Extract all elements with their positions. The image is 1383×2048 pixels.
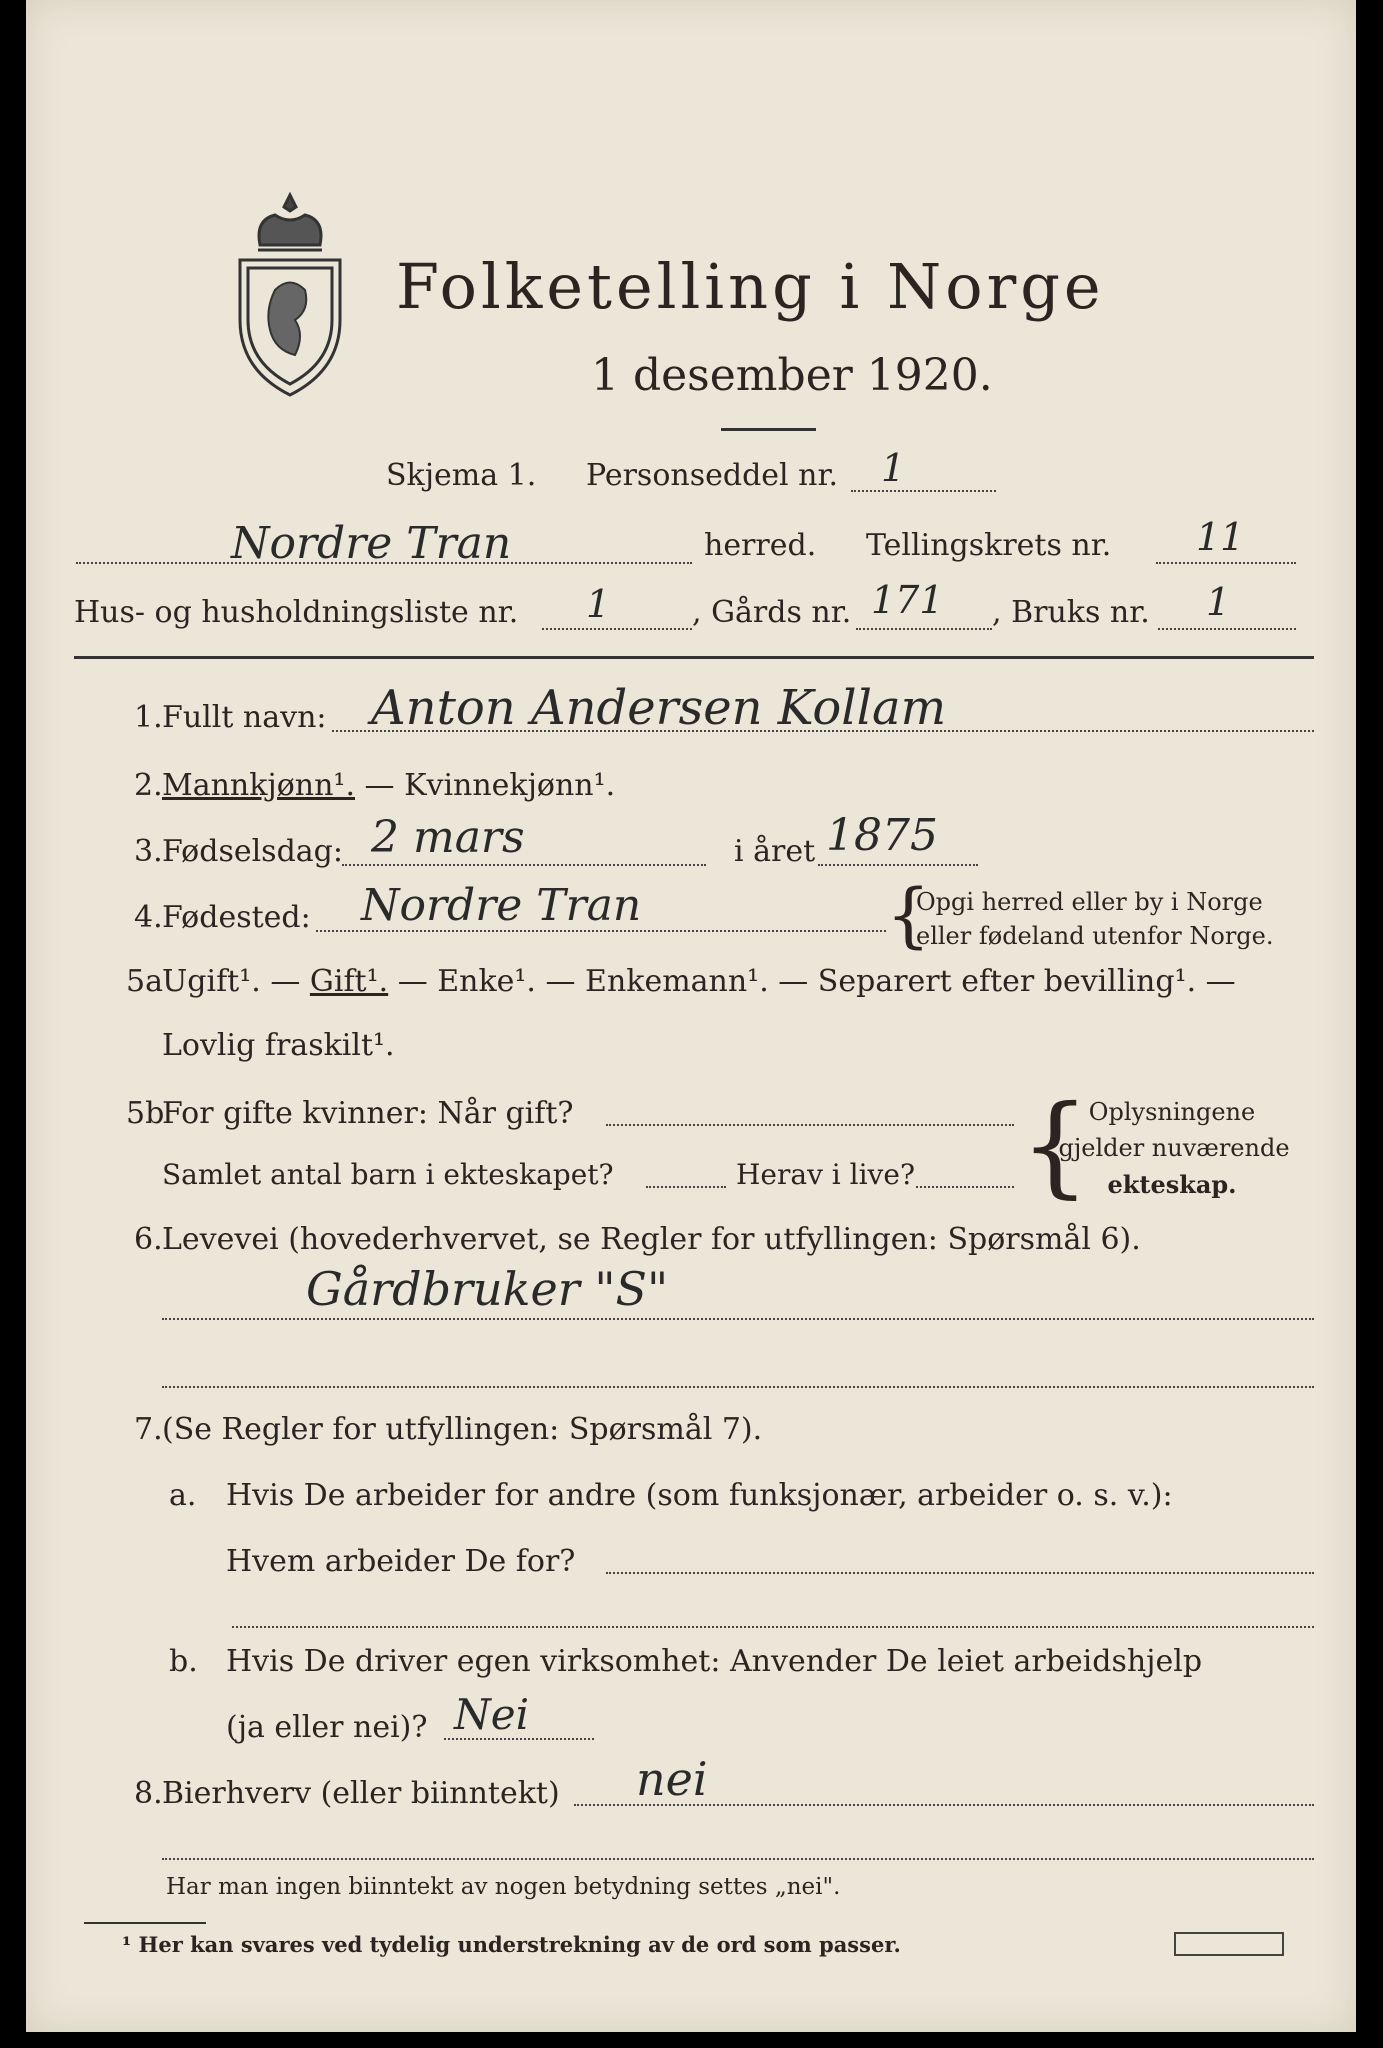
- q6-label: Levevei (hovederhvervet, se Regler for utfyllingen: Spørsmål 6).: [162, 1222, 1141, 1257]
- coat-of-arms-icon: [230, 190, 350, 400]
- skjema-label: Skjema 1.: [386, 458, 537, 493]
- q7a-employer-dotline: [606, 1572, 1314, 1574]
- q4-note-line1: Opgi herred eller by i Norge: [916, 888, 1263, 916]
- q2-separator: —: [355, 768, 405, 803]
- q1-label: Fullt navn:: [162, 700, 327, 735]
- q7a-label: Hvis De arbeider for andre (som funksjonær, arbeider o. s. v.):: [226, 1478, 1173, 1513]
- q4-note-brace: {: [886, 874, 931, 956]
- q8-extra-dotline: [162, 1858, 1314, 1860]
- q5b-number: 5b: [126, 1096, 165, 1131]
- footnote-rule: [84, 1922, 206, 1924]
- title-divider: [721, 428, 816, 431]
- gards-dotline: [856, 628, 992, 630]
- q7b-value: Nei: [454, 1690, 530, 1739]
- hus-label: Hus- og husholdningsliste nr.: [74, 595, 519, 630]
- q3-label: Fødselsdag:: [162, 834, 343, 869]
- printer-stamp: [1174, 1932, 1284, 1956]
- herred-value: Nordre Tran: [231, 518, 512, 569]
- q5a-gift-option: Gift¹.: [309, 964, 389, 999]
- q5b-note-brace: {: [1020, 1081, 1090, 1209]
- q5b-label-alive: Herav i live?: [736, 1158, 915, 1191]
- tellingskrets-dotline: [1156, 562, 1296, 564]
- q5a-ugift-option: Ugift¹. —: [162, 964, 301, 999]
- footnote: ¹ Her kan svares ved tydelig understrekning av de ord som passer.: [122, 1932, 901, 1957]
- herred-label: herred.: [704, 528, 817, 563]
- q8-value: nei: [636, 1752, 708, 1806]
- q4-number: 4.: [134, 900, 163, 935]
- q7-label: (Se Regler for utfyllingen: Spørsmål 7).: [162, 1412, 763, 1447]
- q2-number: 2.: [134, 768, 163, 803]
- q5a-other-options: — Enke¹. — Enkemann¹. — Separert efter bevilling¹. —: [397, 964, 1236, 999]
- q4-label: Fødested:: [162, 900, 311, 935]
- q1-number: 1.: [134, 700, 163, 735]
- q6-number: 6.: [134, 1222, 163, 1257]
- q5a-options: [162, 964, 1236, 999]
- hus-dotline: [542, 628, 692, 630]
- tellingskrets-label: Tellingskrets nr.: [866, 528, 1112, 563]
- q4-value: Nordre Tran: [361, 880, 642, 931]
- census-form-page: [26, 0, 1356, 2032]
- q6-value: Gårdbruker "S": [306, 1262, 669, 1316]
- q3-dotline: [342, 864, 706, 866]
- gards-label: , Gårds nr.: [692, 595, 852, 630]
- q3-number: 3.: [134, 834, 163, 869]
- q3-year-dotline: [818, 864, 978, 866]
- bruks-value: 1: [1206, 580, 1231, 624]
- q2-male-option: Mannkjønn¹.: [162, 768, 355, 803]
- census-date: 1 desember 1920.: [591, 350, 993, 401]
- q2-female-option: Kvinnekjønn¹.: [404, 768, 616, 803]
- personseddel-label: Personseddel nr.: [586, 458, 839, 493]
- bruks-dotline: [1158, 628, 1296, 630]
- q5b-note-line1: Oplysningene: [1088, 1098, 1256, 1126]
- q6-dotline-1: [162, 1318, 1314, 1320]
- personseddel-dotline: [851, 490, 996, 492]
- q5a-number: 5a: [126, 964, 163, 999]
- q7-number: 7.: [134, 1412, 163, 1447]
- q7b-letter: b.: [169, 1644, 198, 1679]
- q5b-note-line3: ekteskap.: [1107, 1170, 1237, 1199]
- hus-value: 1: [586, 582, 611, 626]
- gards-value: 171: [871, 578, 944, 622]
- q1-value: Anton Andersen Kollam: [371, 680, 947, 736]
- q6-dotline-2: [162, 1386, 1314, 1388]
- personseddel-value: 1: [881, 446, 906, 490]
- header-separator: [74, 656, 1314, 659]
- q5b-note-line2: gjelder nuværende: [1058, 1134, 1290, 1162]
- q5b-label-children: Samlet antal barn i ekteskapet?: [162, 1158, 614, 1191]
- q7a-extra-dotline: [232, 1626, 1314, 1628]
- biinntekt-note: Har man ingen biinntekt av nogen betydning settes „nei".: [166, 1874, 841, 1900]
- q7b-label-yesno: (ja eller nei)?: [226, 1710, 428, 1745]
- q5b-children-dotline: [646, 1186, 726, 1188]
- q2-options: [162, 768, 615, 803]
- q8-number: 8.: [134, 1776, 163, 1811]
- tellingskrets-value: 11: [1196, 515, 1245, 559]
- q5b-alive-dotline: [916, 1186, 1014, 1188]
- q3-year-value: 1875: [826, 810, 938, 861]
- q4-note-line2: eller fødeland utenfor Norge.: [916, 922, 1274, 950]
- bruks-label: , Bruks nr.: [992, 595, 1150, 630]
- q5a-fraskilt-option: Lovlig fraskilt¹.: [162, 1028, 395, 1063]
- q7b-label: Hvis De driver egen virksomhet: Anvender De leiet arbeidshjelp: [226, 1644, 1203, 1679]
- q3-value: 2 mars: [371, 812, 525, 863]
- q5b-married-dotline: [606, 1124, 1014, 1126]
- q7a-employer-label: Hvem arbeider De for?: [226, 1544, 576, 1579]
- q7a-letter: a.: [169, 1478, 197, 1513]
- q8-label: Bierhverv (eller biinntekt): [162, 1776, 560, 1811]
- q3-year-label: i året: [734, 834, 816, 869]
- q5b-label-married: For gifte kvinner: Når gift?: [162, 1096, 574, 1131]
- form-title: Folketelling i Norge: [396, 250, 1105, 323]
